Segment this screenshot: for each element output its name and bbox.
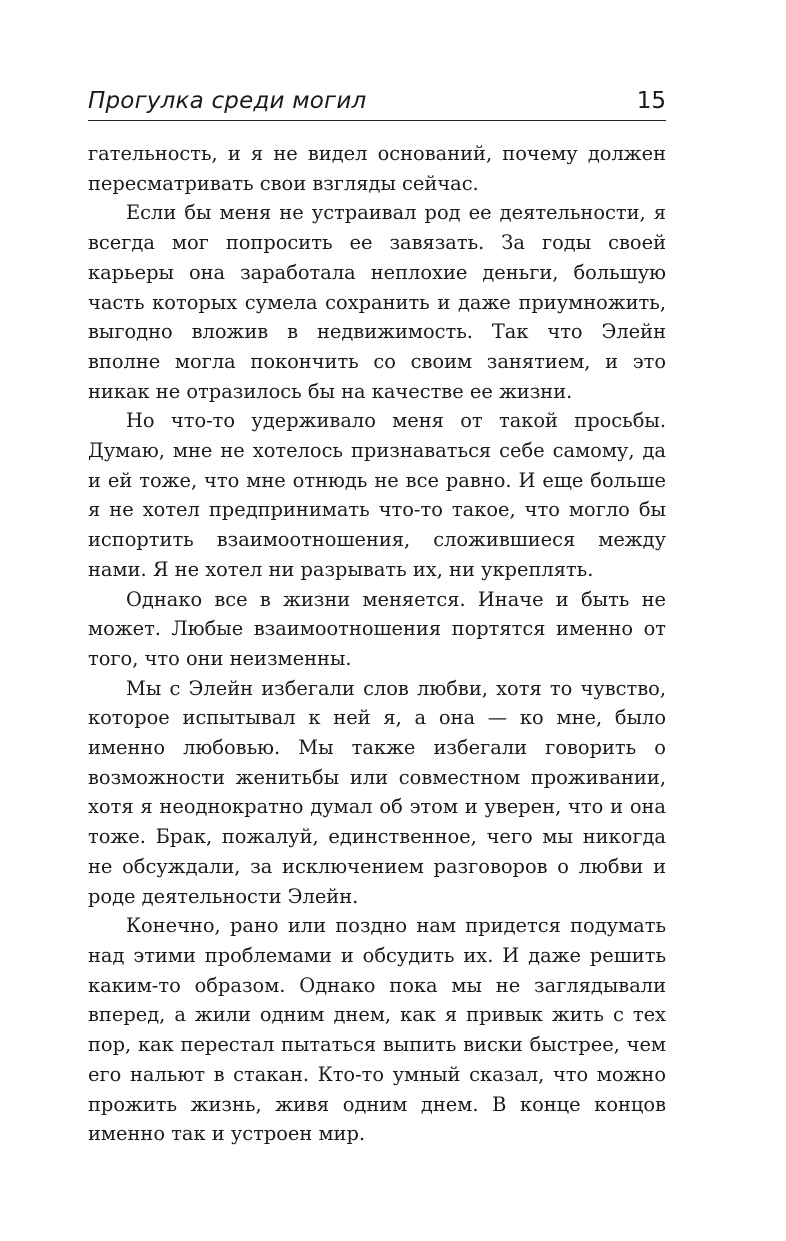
- paragraph: Конечно, рано или поздно нам придется подумать над этими проблемами и обсудить их. И даже решить каким-то образом. Однако пока мы не заглядывали вперед, а жили одним днем, как я привык жить с тех пор, как перестал пытаться выпить виски быстрее, чем его нальют в стакан. Кто-то умный сказал, что можно прожить жизнь, живя одним днем. В конце концов именно так и устроен мир.: [88, 914, 666, 1146]
- running-header: [88, 88, 666, 121]
- paragraph: Мы с Элейн избегали слов любви, хотя то чувство, которое испытывал к ней я, а она — ко мне, было именно любовью. Мы также избегали говорить о возможности женитьбы или совместном проживании, хотя я неоднократно думал об этом и уверен, что и она тоже. Брак, пожалуй, единственное, чего мы никогда не обсуждали, за исключением разговоров о любви и роде деятельности Элейн.: [88, 676, 666, 908]
- paragraph: Однако все в жизни меняется. Иначе и быть не может. Любые взаимоотношения портятся именно от того, что они неизменны.: [88, 587, 666, 670]
- page-number: 15: [636, 88, 666, 114]
- body-text: [88, 139, 666, 1149]
- paragraph: гательность, и я не видел оснований, почему должен пересматривать свои взгляды сейчас.: [88, 142, 666, 195]
- paragraph: Но что-то удерживало меня от такой просьбы. Думаю, мне не хотелось признаваться себе самому, да и ей тоже, что мне отнюдь не все равно. И еще больше я не хотел предпринимать что-то такое, что могло бы испортить взаимоотношения, сложившиеся между нами. Я не хотел ни разрывать их, ни укреплять.: [88, 409, 666, 581]
- running-title: Прогулка среди могил: [88, 88, 367, 114]
- paragraph: Если бы меня не устраивал род ее деятельности, я всегда мог попросить ее завязать. За годы своей карьеры она заработала неплохие деньги, большую часть которых сумела сохранить и даже приумножить, выгодно вложив в недвижимость. Так что Элейн вполне могла покончить со своим занятием, и это никак не отразилось бы на качестве ее жизни.: [88, 201, 666, 403]
- book-page: [88, 88, 666, 1149]
